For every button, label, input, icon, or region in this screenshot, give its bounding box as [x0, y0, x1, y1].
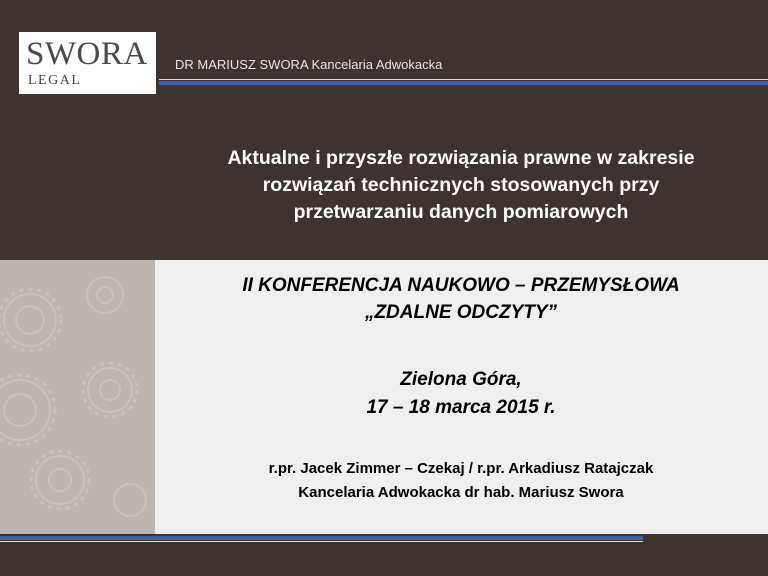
authors	[170, 457, 752, 505]
event-place: Zielona Góra,	[400, 369, 522, 390]
authors-names: r.pr. Jacek Zimmer – Czekaj / r.pr. Arkadiusz Ratajczak	[268, 460, 654, 477]
gear-pattern-icon	[0, 260, 155, 534]
event-place-date	[170, 366, 752, 422]
conference-title	[170, 272, 752, 326]
slide-title-line: przetwarzaniu danych pomiarowych	[293, 201, 629, 223]
slide-title-line: rozwiązań technicznych stosowanych przy	[262, 174, 660, 196]
event-date: 17 – 18 marca 2015 r.	[366, 397, 556, 418]
header-accent-bar	[159, 81, 768, 85]
footer-divider-line	[0, 541, 643, 542]
footer-accent-bar	[0, 536, 643, 540]
decorative-gear-panel	[0, 260, 155, 534]
swora-legal-logo	[19, 32, 156, 94]
conference-title-line: II KONFERENCJA NAUKOWO – PRZEMYSŁOWA	[242, 275, 680, 296]
header-divider-line	[159, 79, 768, 80]
slide-title-line: Aktualne i przyszłe rozwiązania prawne w zakresie	[227, 147, 695, 169]
firm-name: DR MARIUSZ SWORA Kancelaria Adwokacka	[175, 57, 443, 72]
slide-title	[170, 145, 752, 226]
conference-title-line: „ZDALNE ODCZYTY”	[364, 302, 558, 323]
authors-firm: Kancelaria Adwokacka dr hab. Mariusz Swora	[298, 484, 624, 501]
logo-subtitle: LEGAL	[28, 73, 82, 88]
logo-wordmark: SWORA	[26, 36, 148, 72]
